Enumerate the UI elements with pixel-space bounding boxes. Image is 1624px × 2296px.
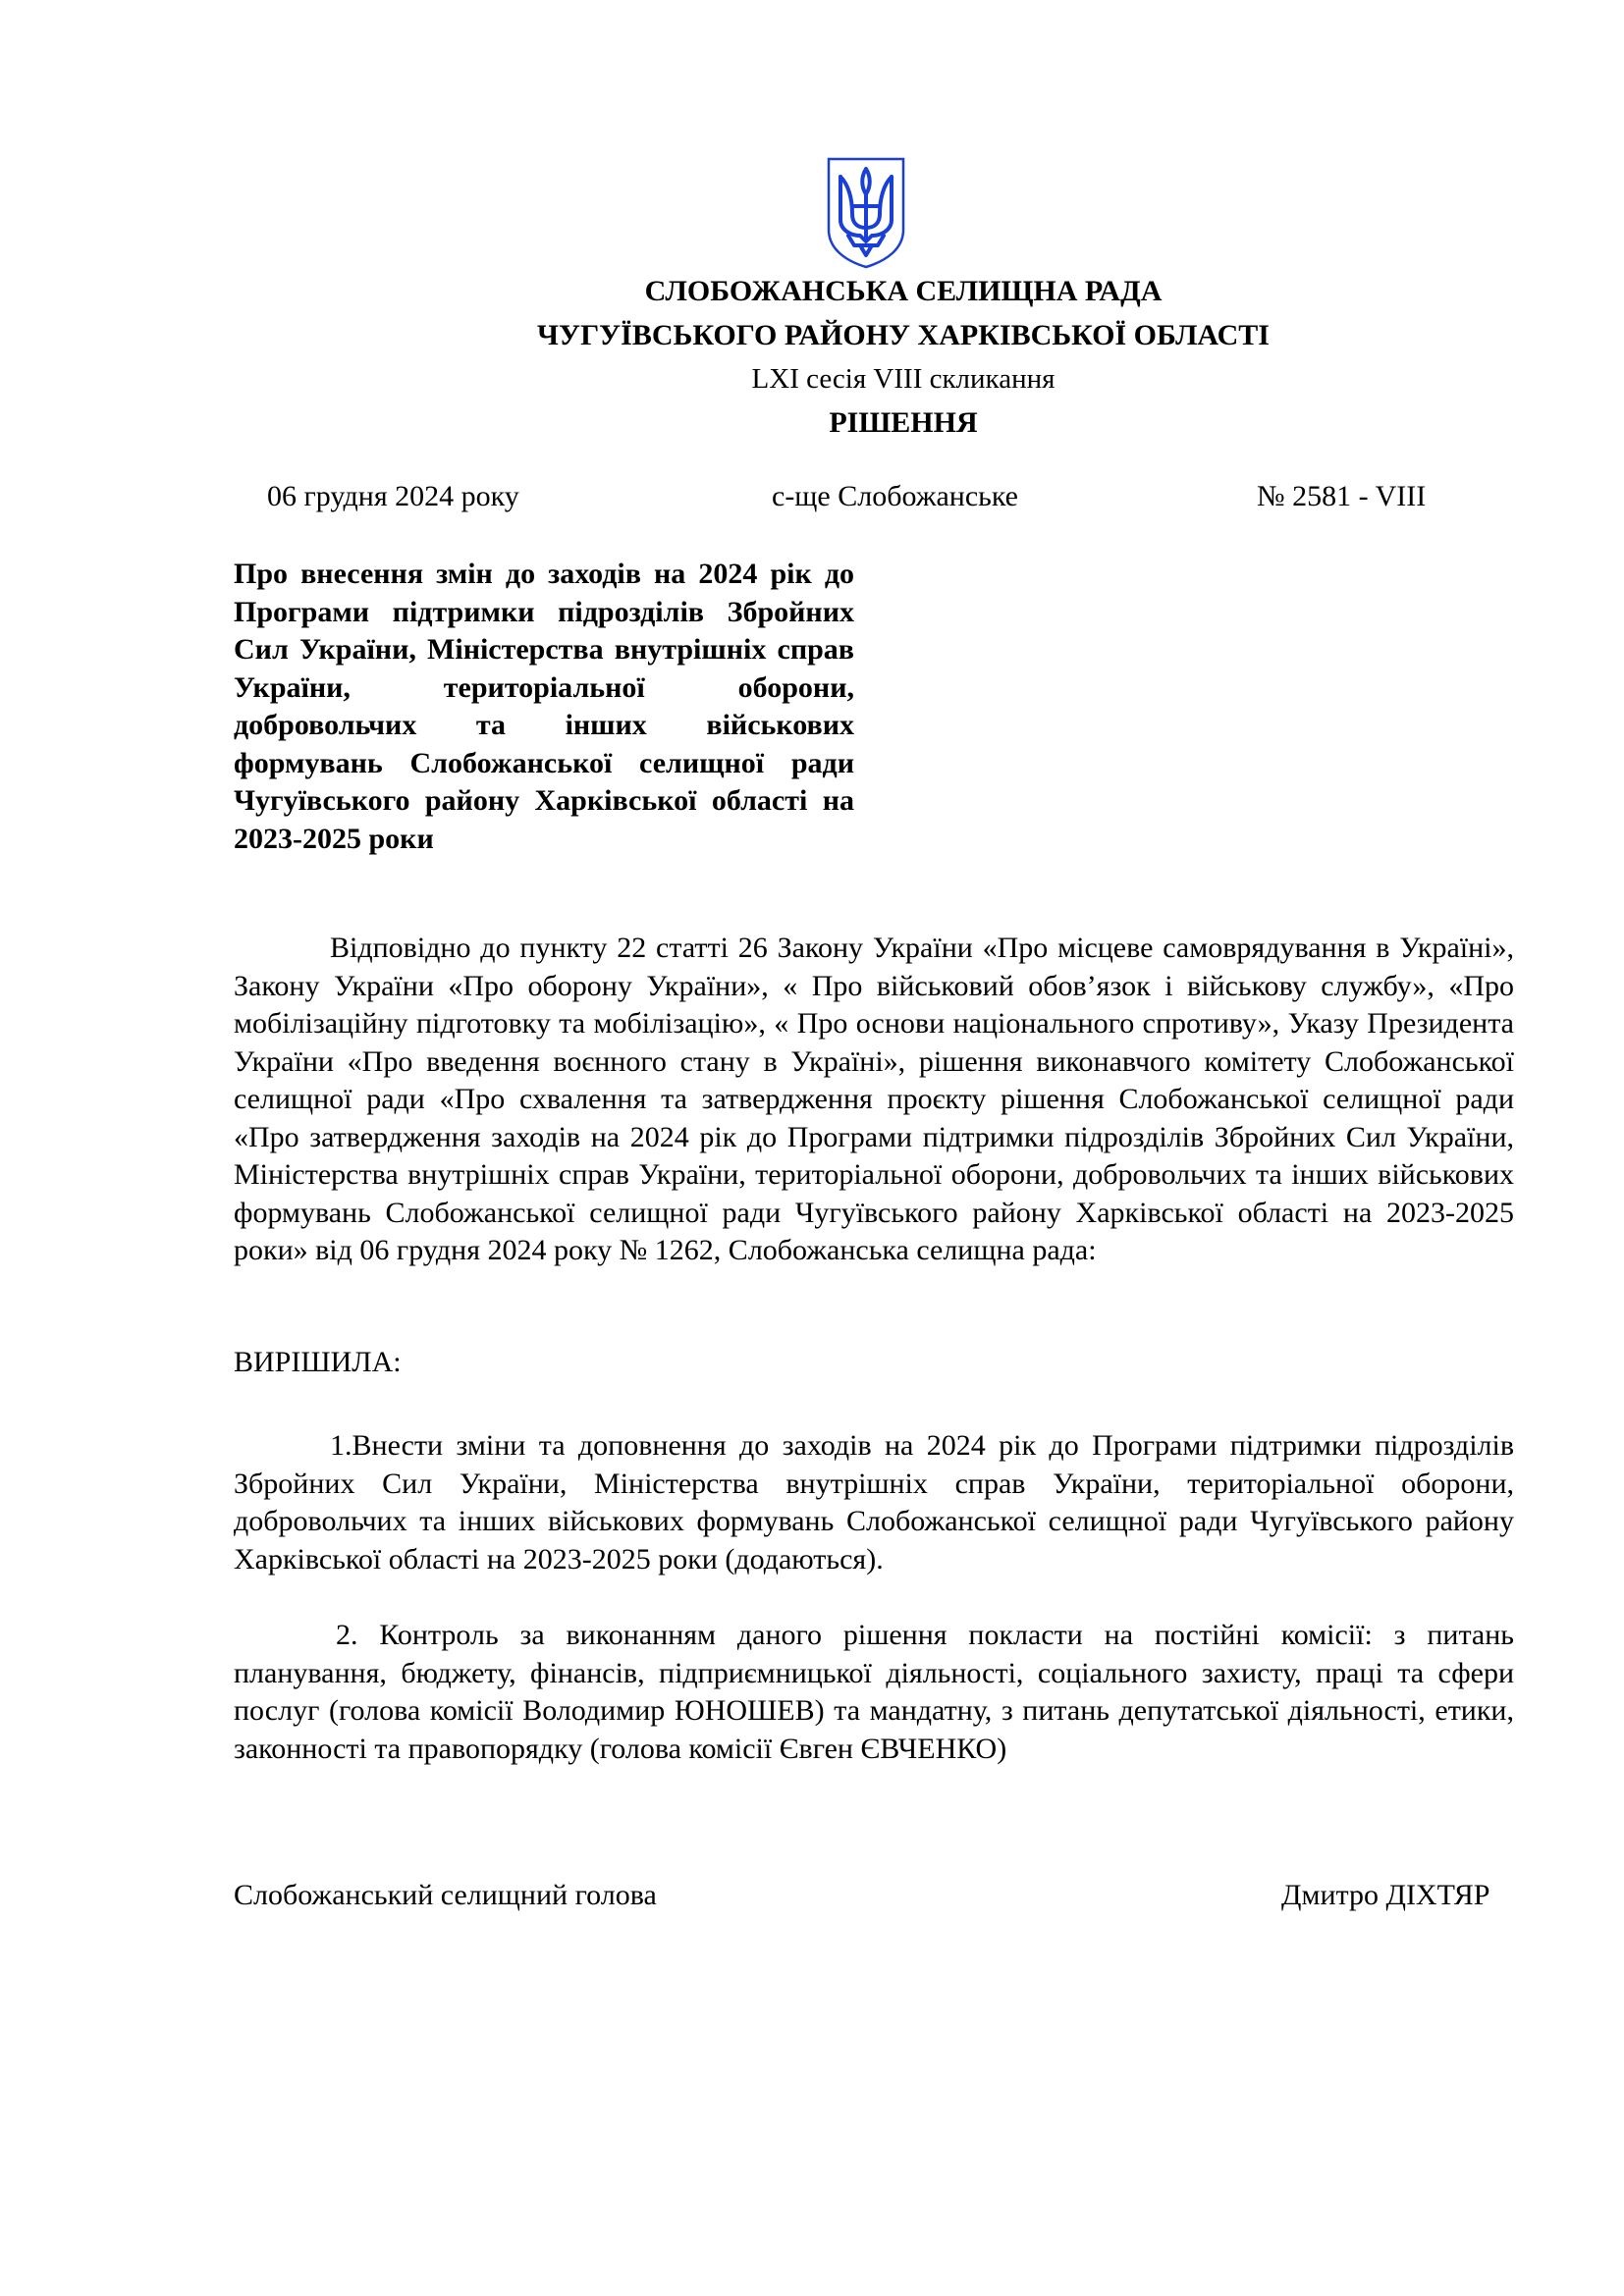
- session-info: LXI сесія VIII скликання: [751, 363, 1056, 395]
- signatory-position: Слобожанський селищний голова: [234, 1879, 657, 1911]
- decided-heading: ВИРІШИЛА:: [234, 1346, 402, 1378]
- document-type: РІШЕННЯ: [829, 406, 978, 439]
- district-name: ЧУГУЇВСЬКОГО РАЙОНУ ХАРКІВСЬКОЇ ОБЛАСТІ: [537, 319, 1270, 351]
- council-name: СЛОБОЖАНСЬКА СЕЛИЩНА РАДА: [644, 275, 1163, 307]
- decision-place: с-ще Слобожанське: [772, 480, 1018, 512]
- decision-title: Про внесення змін до заходів на 2024 рік до Програми підтримки підрозділів Збройних Сил України, Міністерства внутрішніх справ України, територіальної оборони, добровольчих та інших військових формувань Слобожанської селищної ради Чугуївського району Харківської області на 2023-2025 роки: [234, 558, 854, 855]
- decision-number: № 2581 - VIII: [1257, 480, 1427, 512]
- decision-item-1: 1.Внести зміни та доповнення до заходів на 2024 рік до Програми підтримки підрозділів Збройних Сил України, Міністерства внутрішніх справ України, територіальної оборони, добровольчих та інших військових формувань Слобожанської селищної ради Чугуївського району Харківської області на 2023-2025 роки (додаються).: [234, 1429, 1514, 1575]
- signatory-name: Дмитро ДІХТЯР: [1281, 1879, 1490, 1911]
- decision-item-2: 2. Контроль за виконанням даного рішення покласти на постійні комісії: з питань планування, бюджету, фінансів, підприємницької діяльності, соціального захисту, праці та сфери послуг (голова комісії Володимир ЮНОШЕВ) та мандатну, з питань депутатської діяльності, етики, законності та правопорядку (голова комісії Євген ЄВЧЕНКО): [234, 1619, 1514, 1765]
- coat-of-arms-trident-icon: [825, 155, 907, 269]
- preamble-paragraph: Відповідно до пункту 22 статті 26 Закону України «Про місцеве самоврядування в Україні», Закону України «Про оборону України», « Про військовий обов’язок і військову службу», «Про мобілізаційну підготовку та мобілізацію», « Про основи національного спротиву», Указу Президента України «Про введення воєнного стану в Україні», рішення виконавчого комітету Слобожанської селищної ради «Про схвалення та затвердження проєкту рішення Слобожанської селищної ради «Про затвердження заходів на 2024 рік до Програми підтримки підрозділів Збройних Сил України, Міністерства внутрішніх справ України, територіальної оборони, добровольчих та інших військових формувань Слобожанської селищної ради Чугуївського району Харківської області на 2023-2025 роки» від 06 грудня 2024 року № 1262, Слобожанська селищна рада:: [234, 932, 1514, 1266]
- decision-date: 06 грудня 2024 року: [267, 480, 519, 512]
